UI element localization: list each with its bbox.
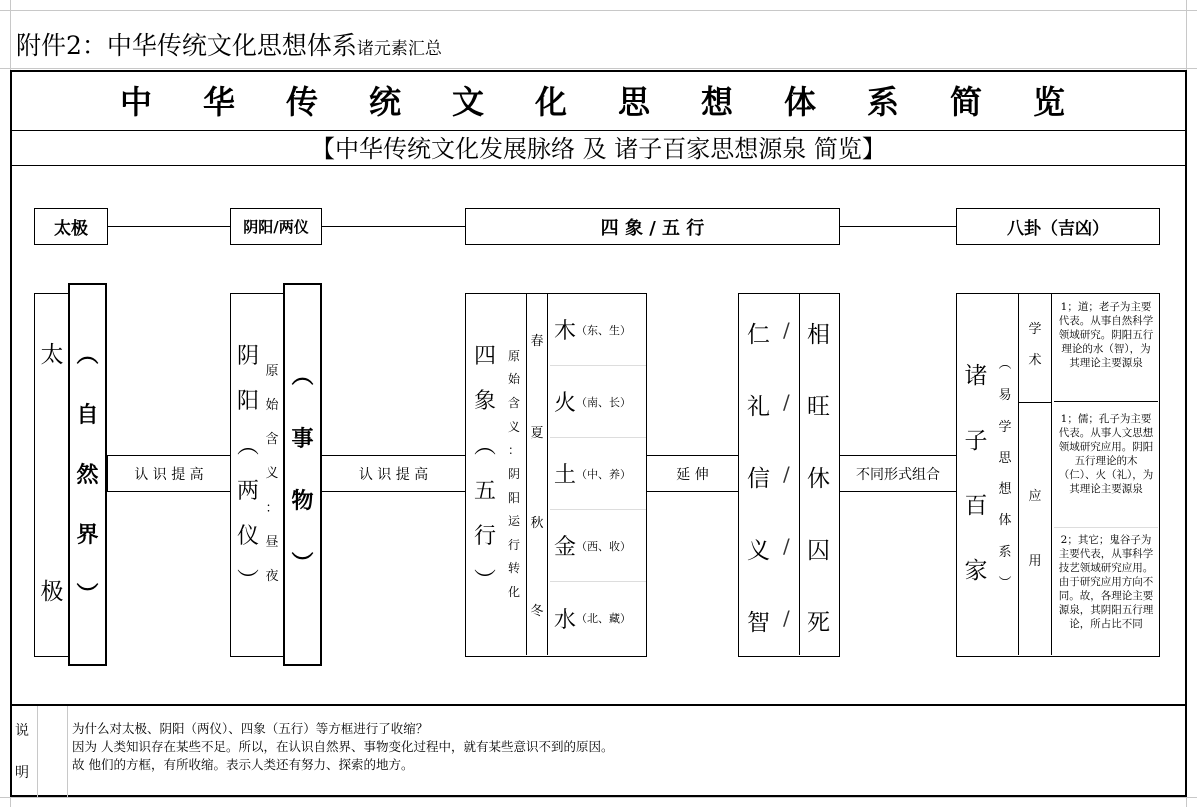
- taiji-label: 太极: [54, 219, 88, 239]
- header-title: 附件2：中华传统文化思想体系: [16, 31, 357, 60]
- char: 太: [40, 342, 64, 368]
- char: 转: [507, 561, 520, 576]
- element-wood: 木 （东、生）: [550, 294, 646, 366]
- note-dao: 1；道；老子为主要代表。从事自然科学领域研究。阴阳五行理论的水（智），为其理论主要源泉: [1054, 294, 1158, 402]
- char: ：: [265, 500, 279, 516]
- char: 夜: [265, 569, 279, 585]
- season-autumn: 秋: [530, 516, 544, 531]
- sixiang-label: 四 象 / 五 行: [600, 217, 705, 239]
- char: 系: [998, 544, 1012, 560]
- char: ︵: [236, 433, 259, 459]
- char: 义: [265, 466, 279, 482]
- element-earth: 土 （中、养）: [550, 438, 646, 510]
- footer-line-2: 因为 人类知识存在某些不足。所以，在认识自然界、事物变化过程中，就有某些意识不到的原因。: [72, 739, 614, 754]
- footer-divider: [10, 704, 1187, 706]
- yinyang-label: 阴阳/两仪: [243, 218, 309, 236]
- char: 阳: [236, 388, 259, 414]
- char: ︵: [473, 433, 496, 459]
- yixue-text: [995, 349, 1015, 599]
- category-xueshu: [1019, 314, 1051, 376]
- char: 百: [964, 493, 988, 519]
- note-ru: 1；儒；孔子为主要代表。从事人文思想领域研究应用。阴阳五行理论的木（仁）、火（礼），为其理论主要源泉: [1054, 402, 1158, 528]
- virtue-row: 智 / 死: [747, 606, 830, 636]
- char: ︵: [291, 363, 314, 390]
- category-column: [1018, 294, 1052, 655]
- arrow-box-1: [107, 455, 231, 492]
- grid-line: [0, 797, 1197, 798]
- arrow-label-2: 认 识 提 高: [358, 466, 429, 483]
- char: 界: [76, 522, 99, 548]
- char: 易: [998, 388, 1012, 404]
- char: 事: [291, 425, 314, 452]
- char: 学: [1028, 322, 1042, 337]
- char: 义: [507, 419, 520, 434]
- season-winter: 冬: [530, 604, 544, 619]
- things-text: [285, 345, 320, 595]
- char: 极: [40, 579, 64, 605]
- char: ：: [507, 443, 520, 458]
- taiji-box: [34, 208, 108, 245]
- main-title: 中华传统文化思想体系简览: [120, 83, 1117, 121]
- char: 行: [473, 523, 496, 549]
- char: 思: [998, 450, 1012, 466]
- char: 家: [964, 558, 988, 584]
- yinyang-main-text: [233, 334, 263, 604]
- bagua-label: 八卦（吉凶）: [1007, 219, 1109, 239]
- category-yingyong: [1019, 464, 1051, 594]
- char: 昼: [265, 535, 279, 551]
- arrow-label-3: 延 伸: [676, 466, 709, 483]
- connector-line: [322, 226, 465, 227]
- taiji-main-text: [35, 344, 69, 604]
- virtue-row: 仁 / 相: [747, 318, 830, 348]
- things-box: [283, 283, 322, 666]
- grid-line: [0, 10, 1197, 11]
- char: 学: [998, 419, 1012, 435]
- char: 含: [507, 396, 520, 411]
- char: 诸: [964, 363, 988, 389]
- sixiang-box: [465, 208, 840, 245]
- arrow-label-1: 认 识 提 高: [134, 466, 204, 483]
- yinyang-main-box: [230, 293, 284, 657]
- bagua-box: [956, 208, 1160, 245]
- sixiang-note-text: [504, 344, 524, 604]
- char: 象: [473, 388, 496, 414]
- char: 自: [76, 402, 99, 428]
- arrow-box-4: [839, 455, 957, 492]
- yinyang-note-text: [263, 354, 281, 594]
- virtue-row: 义 / 囚: [747, 534, 830, 564]
- sixiang-main-text: [468, 334, 502, 604]
- season-spring: 春: [530, 334, 544, 349]
- footer-text: [72, 720, 1172, 774]
- char: 五: [473, 478, 496, 504]
- char: ︶: [291, 550, 314, 577]
- season-summer: 夏: [530, 426, 544, 441]
- header-suffix: 诸元素汇总: [356, 39, 442, 59]
- footer-label-2: 明: [15, 765, 29, 781]
- char: 术: [1028, 353, 1042, 368]
- char: 原: [265, 363, 279, 379]
- char: 四: [473, 343, 496, 369]
- virtue-row: 信 / 休: [747, 462, 830, 492]
- virtue-box: [738, 293, 840, 657]
- note-other: 2；其它；鬼谷子为主要代表，从事科学技艺领域研究应用。由于研究应用方向不同。故，各理论主要源泉，其阴阳五行理论，所占比不同: [1058, 534, 1154, 630]
- zhuzi-box: [956, 293, 1160, 657]
- char: 化: [507, 585, 520, 600]
- arrow-box-2: [321, 455, 466, 492]
- arrow-label-4: 不同形式组合: [856, 466, 940, 483]
- footer-label-column: [10, 706, 38, 797]
- notes-column: [1054, 294, 1158, 655]
- category-divider: [1019, 402, 1051, 403]
- char: 物: [291, 488, 314, 515]
- char: 两: [236, 478, 259, 504]
- char: 然: [76, 462, 99, 488]
- yinyang-box: [230, 208, 322, 245]
- char: 始: [507, 372, 520, 387]
- element-metal: 金 （西、收）: [550, 510, 646, 582]
- title-divider: [10, 130, 1187, 131]
- char: 阴: [507, 466, 520, 481]
- subtitle: 【中华传统文化发展脉络 及 诸子百家思想源泉 简览】: [311, 135, 886, 163]
- nature-box: [68, 283, 107, 666]
- char: 仪: [236, 523, 259, 549]
- subtitle-divider: [10, 165, 1187, 166]
- arrow-box-3: [646, 455, 739, 492]
- char: 应: [1028, 489, 1042, 504]
- char: 行: [507, 537, 520, 552]
- element-water: 水 （北、藏）: [554, 607, 632, 633]
- char: ︶: [236, 568, 259, 594]
- sixiang-main-box: [465, 293, 647, 657]
- char: ︶: [76, 582, 99, 608]
- page-header: [16, 26, 442, 62]
- footer-label-1: 说: [15, 723, 29, 739]
- char: ︵: [998, 357, 1012, 373]
- footer-line-3: 故 他们的方框，有所收缩。表示人类还有努力、探索的地方。: [72, 757, 414, 772]
- char: 子: [964, 428, 988, 454]
- char: ︵: [76, 342, 99, 368]
- char: 阴: [236, 343, 259, 369]
- connector-line: [840, 226, 956, 227]
- char: 用: [1028, 554, 1042, 569]
- taiji-main-box: [34, 293, 70, 657]
- char: 含: [265, 432, 279, 448]
- footer-gap-column: [38, 706, 68, 797]
- nature-text: [70, 325, 105, 625]
- virtue-row: 礼 / 旺: [747, 390, 830, 420]
- zhuzi-main-text: [959, 344, 993, 604]
- char: ︶: [998, 575, 1012, 591]
- element-fire: 火 （南、长）: [550, 366, 646, 438]
- char: 原: [507, 348, 520, 363]
- footer-line-1: 为什么对太极、阴阳（两仪）、四象（五行）等方框进行了收缩？: [72, 721, 429, 736]
- char: 体: [998, 513, 1012, 529]
- char: 运: [507, 514, 520, 529]
- element-column: [550, 294, 646, 655]
- char: 阳: [507, 490, 520, 505]
- season-column: [526, 294, 548, 655]
- grid-line: [0, 68, 1197, 69]
- connector-line: [108, 226, 230, 227]
- char: ︶: [473, 568, 496, 594]
- char: 想: [998, 482, 1012, 498]
- char: 始: [265, 397, 279, 413]
